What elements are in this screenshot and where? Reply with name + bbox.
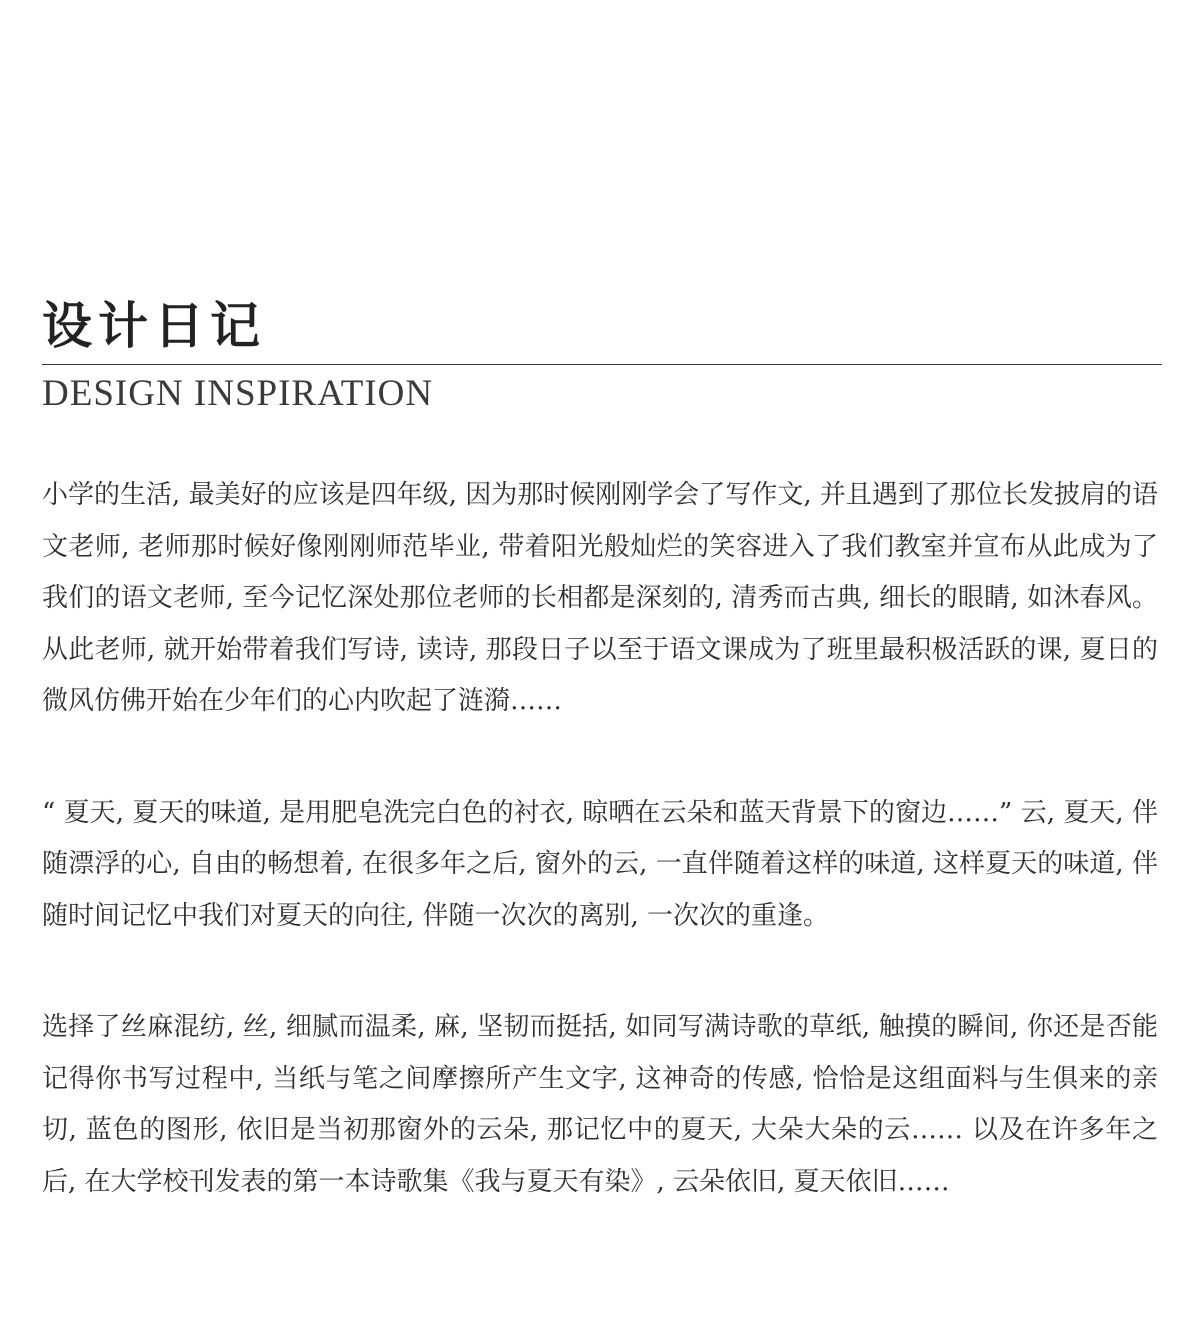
article-body bbox=[42, 470, 1158, 1268]
article-paragraph-3: 选择了丝麻混纺, 丝, 细腻而温柔, 麻, 坚韧而挺括, 如同写满诗歌的草纸, 触摸的瞬间, 你还是否能记得你书写过程中, 当纸与笔之间摩擦所产生文字, 这神奇的传感, 恰恰是这组面料与生俱来的亲切, 蓝色的图形, 依旧是当初那窗外的云朵, 那记忆中的夏天, 大朵大朵的云…… 以及在许多年之后, 在大学校刊发表的第一本诗歌集《我与夏天有染》, 云朵依旧, 夏天依旧…… bbox=[42, 1012, 1158, 1197]
page-header bbox=[42, 294, 1162, 414]
title-divider bbox=[42, 364, 1162, 365]
article-paragraph-2: “ 夏天, 夏天的味道, 是用肥皂洗完白色的衬衣, 晾晒在云朵和蓝天背景下的窗边……” 云, 夏天, 伴随漂浮的心, 自由的畅想着, 在很多年之后, 窗外的云, 一直伴随着这样的味道, 这样夏天的味道, 伴随时间记忆中我们对夏天的向往, 伴随一次次的离别, 一次次的重逢。 bbox=[42, 797, 1158, 931]
article-paragraph-1: 小学的生活, 最美好的应该是四年级, 因为那时候刚刚学会了写作文, 并且遇到了那位长发披肩的语文老师, 老师那时候好像刚刚师范毕业, 带着阳光般灿烂的笑容进入了我们教室并宣布从此成为了我们的语文老师, 至今记忆深处那位老师的长相都是深刻的, 清秀而古典, 细长的眼睛, 如沐春风。从此老师, 就开始带着我们写诗, 读诗, 那段日子以至于语文课成为了班里最积极活跃的课, 夏日的微风仿佛开始在少年们的心内吹起了涟漪…… bbox=[42, 480, 1158, 716]
page-subtitle: DESIGN INSPIRATION bbox=[42, 373, 434, 414]
page-title: 设计日记 bbox=[42, 296, 266, 355]
